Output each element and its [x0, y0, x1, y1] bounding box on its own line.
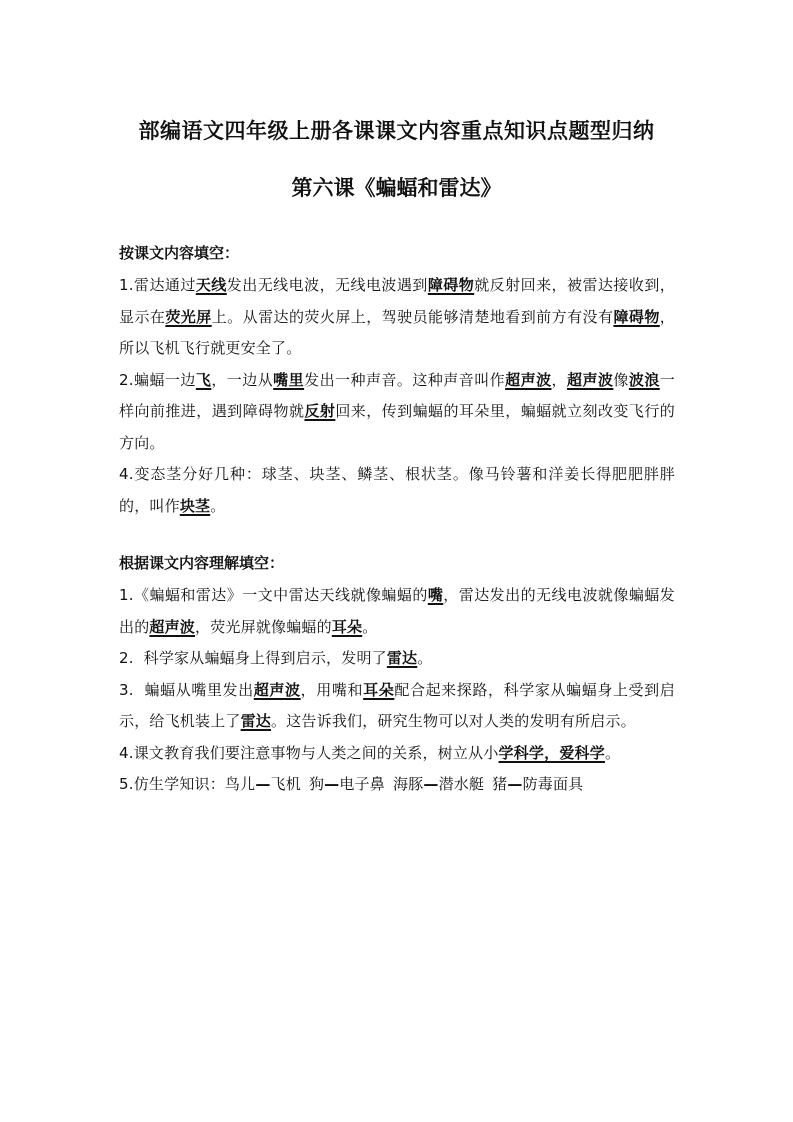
section-comprehension-fill — [119, 548, 675, 801]
item-number: 5. — [119, 775, 134, 793]
dash: — — [255, 775, 271, 793]
item-text: 上。从雷达的荧火屏上，驾驶员能够清楚地看到前方有没有 — [211, 307, 614, 326]
section-heading: 根据课文内容理解填空： — [119, 554, 285, 572]
item-text: ，雷达发出的无线电波就像蝙蝠发出的 — [119, 586, 675, 636]
item-text: 仿生学知识： — [133, 775, 225, 793]
bionics-invention: 潜水艇 — [438, 775, 485, 793]
item-text: 一样向前推进，遇到障碍物就 — [119, 370, 675, 420]
item-text: 配合起来探路，科学家从蝙蝠身上受到启示，给飞机装上了 — [119, 680, 675, 730]
list-item — [119, 459, 675, 522]
item-text: 回来，传到蝙蝠的耳朵里，蝙蝠就立刻改变飞行的方向。 — [119, 402, 675, 452]
dash: — — [423, 775, 439, 793]
answer-text: 飞 — [195, 370, 212, 389]
dash: — — [507, 775, 523, 793]
bionics-source: 猪 — [492, 775, 508, 793]
item-number: 2. — [119, 649, 134, 667]
item-text: 课文教育我们要注意事物与人类之间的关系，树立从小 — [133, 743, 499, 762]
item-text: 发出一种声音。这种声音叫作 — [304, 370, 506, 389]
answer-text: 耳朵 — [363, 680, 395, 699]
list-item — [119, 270, 675, 365]
answer-text: 天线 — [195, 276, 227, 294]
item-text: 发出无线电波，无线电波遇到 — [226, 276, 428, 294]
dash: — — [324, 775, 340, 793]
item-text: 。 — [362, 617, 378, 636]
item-text: 。 — [604, 743, 621, 762]
answer-text: 超声波 — [505, 370, 552, 389]
answer-text: 荧光屏 — [165, 307, 212, 326]
answer-text: 超声波 — [149, 617, 196, 636]
item-text: 科学家从蝙蝠身上得到启示，发明了 — [133, 649, 387, 667]
bionics-source: 狗 — [308, 775, 325, 793]
item-number: 1. — [119, 276, 134, 294]
section-fill-by-text — [119, 238, 675, 522]
answer-text: 嘴里 — [273, 370, 305, 389]
answer-text: 波浪 — [628, 370, 660, 389]
item-text: 雷达通过 — [133, 276, 196, 294]
answer-text: 块茎 — [179, 496, 211, 515]
list-item — [119, 769, 675, 801]
item-text: ，荧光屏就像蝙蝠的 — [195, 617, 332, 636]
bionics-source: 海豚 — [392, 775, 424, 793]
item-text: 蝙蝠从嘴里发出 — [133, 680, 254, 699]
item-text: 。 — [417, 649, 433, 667]
list-item — [119, 580, 675, 643]
item-text: 蝙蝠一边 — [133, 370, 196, 389]
bionics-pair — [225, 775, 301, 793]
answer-text: 雷达 — [386, 649, 418, 667]
item-text: 。 — [210, 496, 226, 515]
item-text: 《蝙蝠和雷达》一文中雷达天线就像蝙蝠的 — [133, 586, 428, 604]
section-heading: 按课文内容填空： — [119, 244, 240, 262]
answer-text: 耳朵 — [331, 617, 363, 636]
bionics-invention: 电子鼻 — [339, 775, 385, 793]
item-number: 1. — [119, 586, 134, 604]
answer-text: 障碍物 — [613, 307, 660, 326]
answer-text: 嘴 — [427, 586, 444, 604]
item-text: ， — [551, 370, 567, 389]
list-item — [119, 365, 675, 460]
item-text: ，所以飞机飞行就更安全了。 — [119, 307, 675, 357]
list-item — [119, 738, 675, 770]
item-text: 变态茎分好几种：球茎、块茎、鳞茎、根状茎。像马铃薯和洋姜长得肥肥胖胖的，叫作 — [119, 465, 675, 515]
bionics-pair — [309, 775, 385, 793]
item-text: ，用嘴和 — [300, 680, 364, 699]
list-item — [119, 643, 675, 675]
answer-text: 反射 — [304, 402, 336, 420]
item-text: ，一边从 — [211, 370, 274, 389]
bionics-invention: 防毒面具 — [522, 775, 584, 793]
item-text: 。这告诉我们，研究生物可以对人类的发明有所启示。 — [271, 712, 636, 730]
answer-text: 障碍物 — [427, 276, 475, 294]
item-text: 就反射回来，被雷达接收到，显示在 — [119, 276, 675, 326]
answer-text: 雷达 — [240, 712, 272, 730]
item-text: 像 — [613, 370, 629, 389]
item-number: 3. — [119, 680, 134, 699]
answer-text: 学科学，爱科学 — [498, 743, 605, 762]
bionics-source: 鸟儿 — [224, 775, 256, 793]
bionics-pair — [393, 775, 484, 793]
bionics-invention: 飞机 — [270, 775, 301, 793]
document-title: 部编语文四年级上册各课课文内容重点知识点题型归纳 — [138, 119, 655, 143]
answer-text: 超声波 — [567, 370, 614, 389]
item-number: 2. — [119, 370, 134, 389]
item-number: 4. — [119, 743, 134, 762]
lesson-title: 第六课《蝙蝠和雷达》 — [291, 176, 502, 200]
list-item — [119, 675, 675, 738]
item-number: 4. — [119, 465, 134, 483]
answer-text: 超声波 — [253, 680, 301, 699]
bionics-pair — [492, 775, 583, 793]
